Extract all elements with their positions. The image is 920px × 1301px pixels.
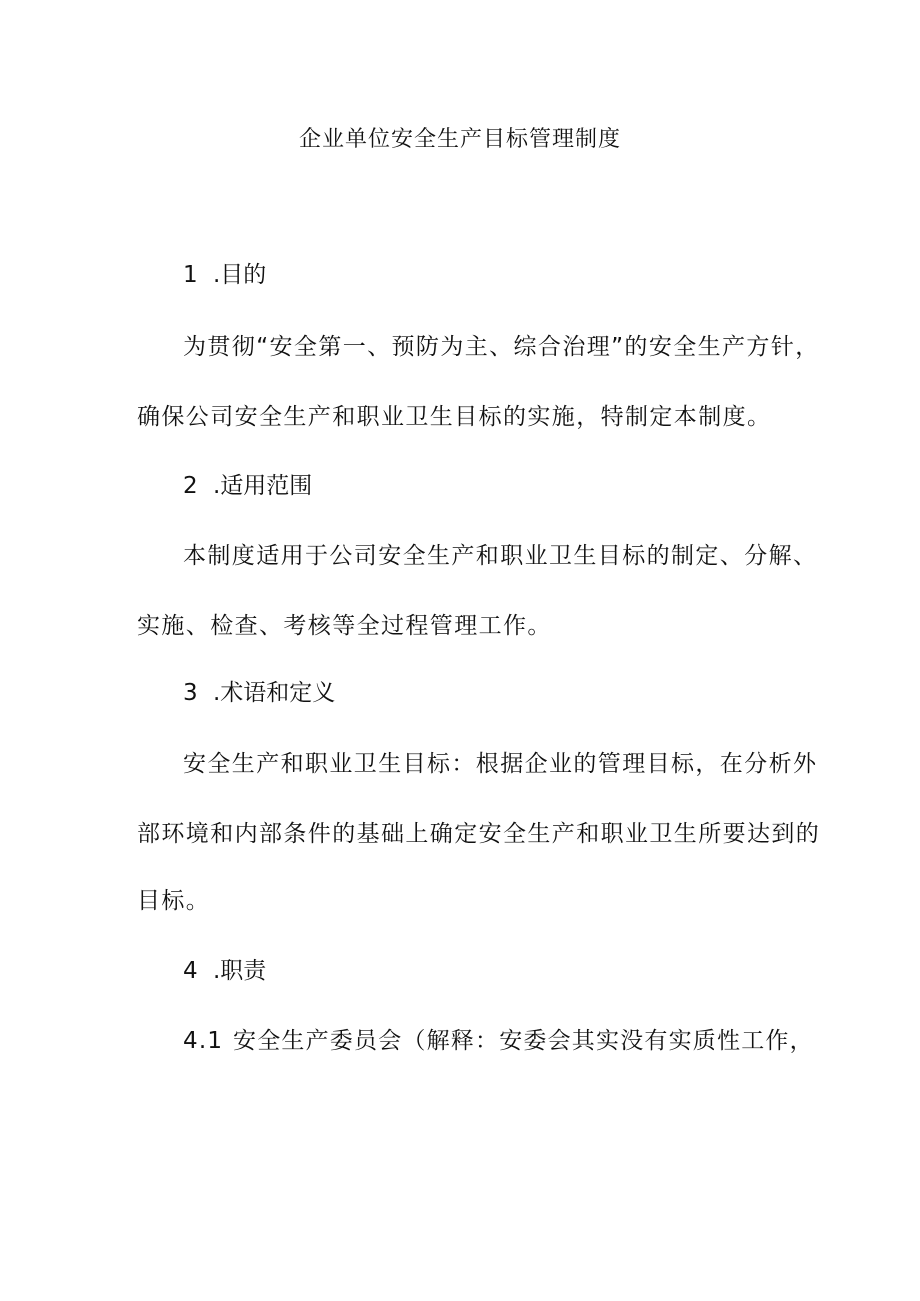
- section-title: .适用范围: [213, 473, 313, 499]
- section-number: 1: [183, 262, 198, 288]
- section-title: .职责: [213, 958, 267, 984]
- section-number: 2: [183, 473, 198, 499]
- section-heading-4: [183, 955, 266, 987]
- subsection-4-1: [183, 1025, 814, 1057]
- paragraph-line: 本制度适用于公司安全生产和职业卫生目标的制定、分解、: [183, 543, 818, 569]
- section-heading-1: [183, 259, 266, 291]
- subsection-number: 4.1: [183, 1028, 224, 1054]
- section-title: .目的: [213, 262, 267, 288]
- paragraph-line: 确保公司安全生产和职业卫生目标的实施，特制定本制度。: [137, 404, 772, 430]
- subsection-text: 安全生产委员会（解释：安委会其实没有实质性工作，: [233, 1028, 814, 1054]
- section-number: 3: [183, 680, 198, 706]
- section-title: .术语和定义: [213, 680, 336, 706]
- section-heading-3: [183, 677, 335, 709]
- document-title: 企业单位安全生产目标管理制度: [298, 127, 621, 152]
- paragraph-line: 安全生产和职业卫生目标：根据企业的管理目标，在分析外: [183, 751, 818, 777]
- paragraph-line: 为贯彻“安全第一、预防为主、综合治理”的安全生产方针，: [183, 334, 820, 360]
- section-heading-2: [183, 470, 312, 502]
- paragraph-line: 目标。: [137, 888, 211, 914]
- paragraph-line: 部环境和内部条件的基础上确定安全生产和职业卫生所要达到的: [137, 821, 821, 847]
- section-number: 4: [183, 958, 198, 984]
- paragraph-line: 实施、检查、考核等全过程管理工作。: [137, 613, 552, 639]
